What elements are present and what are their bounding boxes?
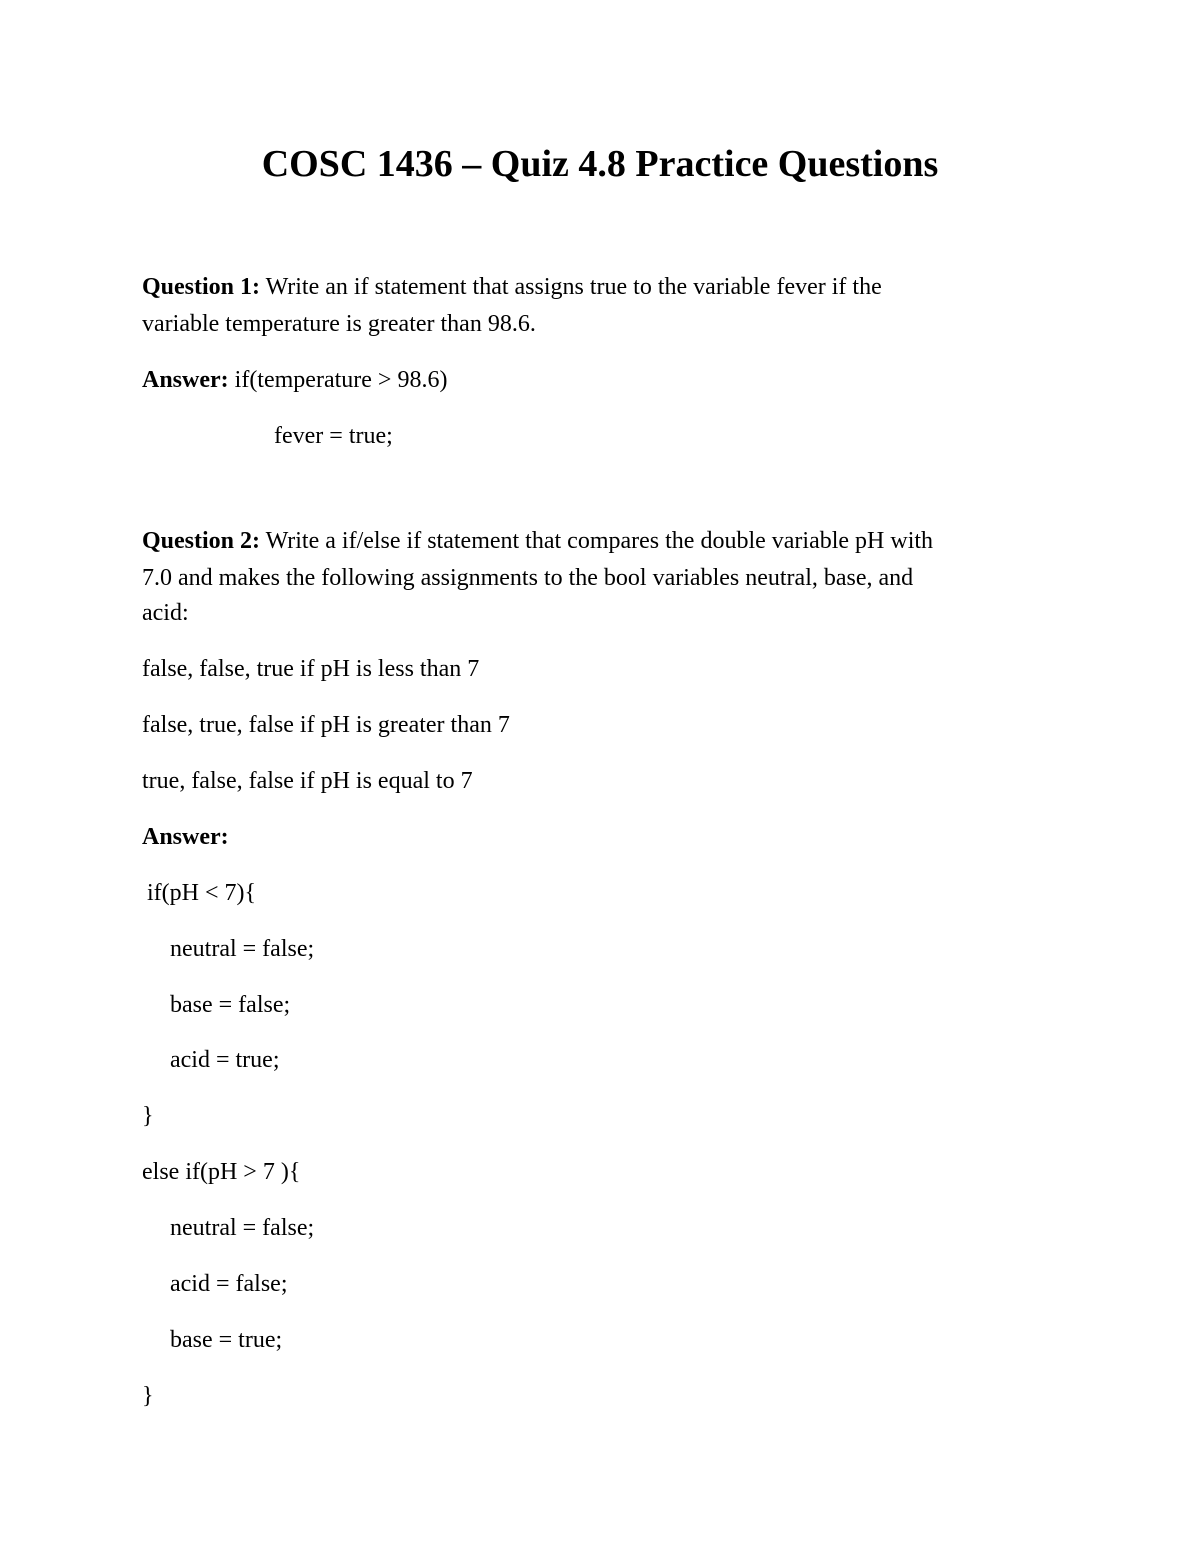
question-1-text: Write an if statement that assigns true to the variable fever if the bbox=[260, 274, 882, 300]
code-line-7: neutral = false; bbox=[170, 1215, 315, 1241]
question-1-line-2: variable temperature is greater than 98.6. bbox=[142, 311, 536, 337]
question-1-label: Question 1: bbox=[142, 274, 261, 300]
question-2-case-2: false, true, false if pH is greater than 7 bbox=[142, 712, 510, 738]
code-line-1: if(pH < 7){ bbox=[147, 880, 257, 906]
answer-1-line-2: fever = true; bbox=[274, 423, 393, 449]
page-title: COSC 1436 – Quiz 4.8 Practice Questions bbox=[261, 143, 939, 185]
question-2-text: Write a if/else if statement that compares the double variable pH with bbox=[260, 528, 934, 554]
code-line-4: acid = true; bbox=[170, 1047, 280, 1073]
answer-2-label bbox=[142, 822, 229, 852]
question-2-line-2: 7.0 and makes the following assignments to the bool variables neutral, base, and bbox=[142, 565, 914, 591]
answer-1-code: if(temperature > 98.6) bbox=[228, 367, 448, 393]
question-2-case-3: true, false, false if pH is equal to 7 bbox=[142, 768, 473, 794]
code-line-5: } bbox=[142, 1103, 154, 1129]
code-line-3: base = false; bbox=[170, 992, 291, 1018]
answer-2-label-text: Answer: bbox=[142, 824, 229, 850]
question-2-line-3: acid: bbox=[142, 600, 189, 626]
code-line-6: else if(pH > 7 ){ bbox=[142, 1159, 301, 1185]
question-2-label: Question 2: bbox=[142, 528, 261, 554]
code-line-2: neutral = false; bbox=[170, 936, 315, 962]
question-1-line-1 bbox=[142, 272, 882, 302]
answer-1-line-1 bbox=[142, 365, 447, 395]
code-line-9: base = true; bbox=[170, 1327, 283, 1353]
question-2-line-1 bbox=[142, 526, 933, 556]
code-line-8: acid = false; bbox=[170, 1271, 288, 1297]
code-line-10: } bbox=[142, 1383, 154, 1409]
answer-1-label: Answer: bbox=[142, 367, 229, 393]
question-2-case-1: false, false, true if pH is less than 7 bbox=[142, 656, 480, 682]
